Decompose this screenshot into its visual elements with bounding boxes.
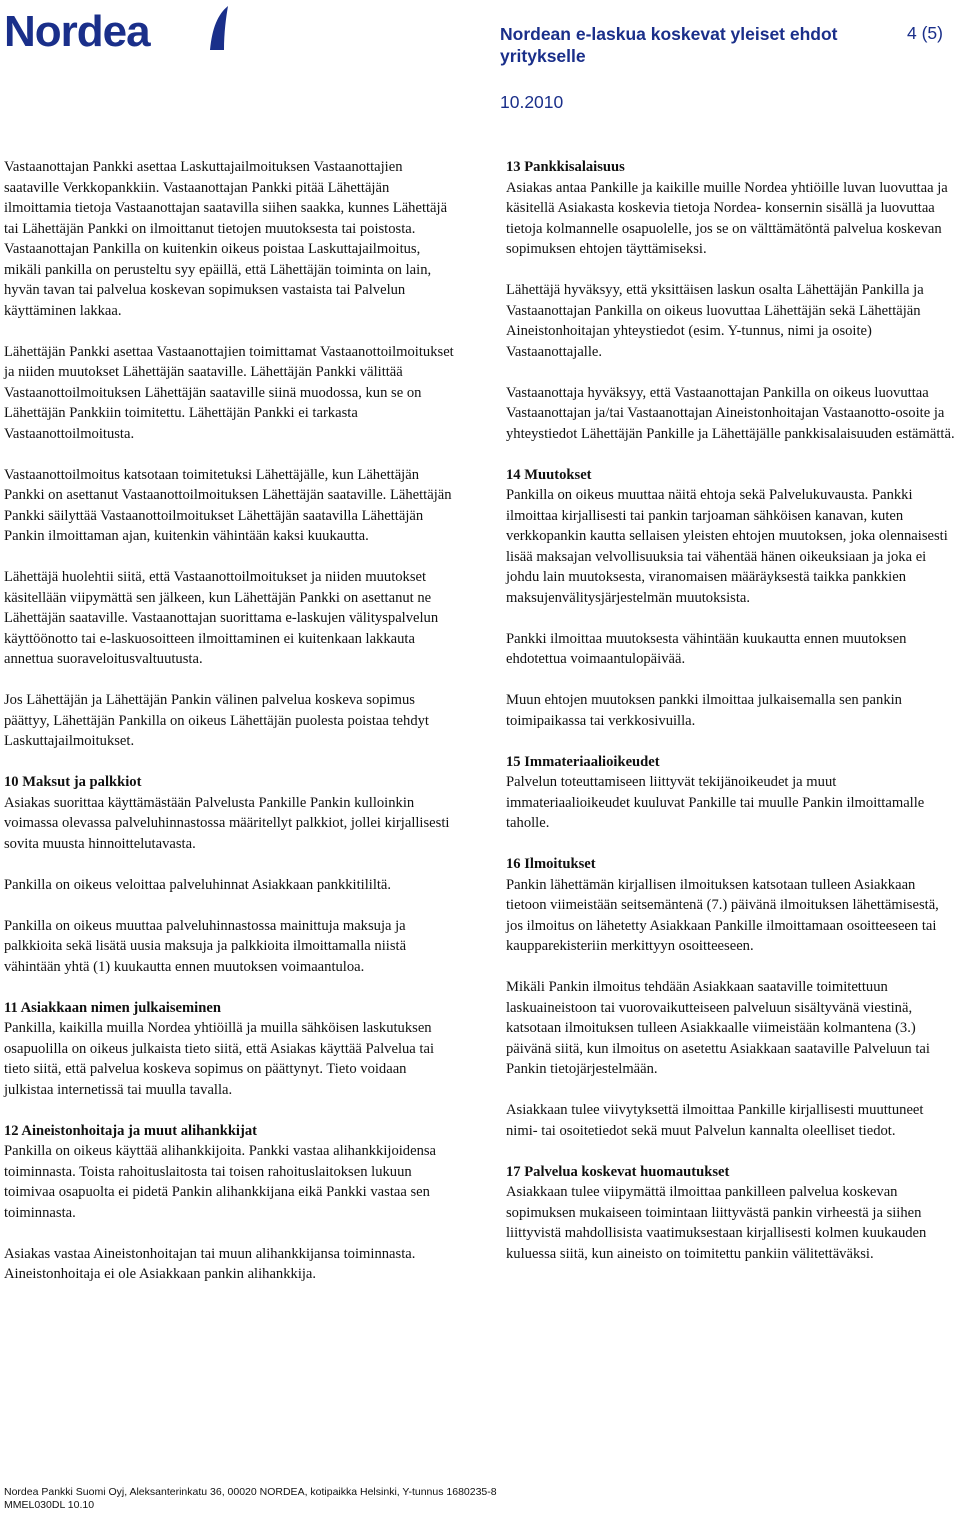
paragraph: Pankilla on oikeus muuttaa näitä ehtoja sekä Palvelukuvausta. Pankki ilmoittaa kirjallisesti tai pankin tarjoaman sähköisen kanavan, kuten verkkopankin kautta sellaisen yleisten ehtojen muutoksen, joka olennaisesti lisää maksajan velvollisuuksia tai vähentää hänen oikeuksiaan ja joka ei johdu lain muutoksesta, viranomaisen määräyksestä taikka pankkien maksujenvälitysjärjestelmän muutoksista.	[506, 487, 948, 606]
document-date: 10.2010	[500, 92, 564, 112]
page-footer	[4, 1486, 944, 1512]
section-heading: 11 Asiakkaan nimen julkaiseminen	[4, 999, 221, 1016]
paragraph: Lähettäjä huolehtii siitä, että Vastaanottoilmoitukset ja niiden muutokset käsitellään viipymättä sen jälkeen, kun Lähettäjän Pankki on asettanut ne Lähettäjän saataville. Vastaanottajan suorittama e-laskujen välityspalvelun käyttöönotto tai e-laskuosoitteen ilmoittaminen ei kuitenkaan lakkauta annettua suoraveloitusvaltuutusta.	[4, 569, 439, 667]
paragraph: Pankilla on oikeus käyttää alihankkijoita. Pankki vastaa alihankkijoidensa toiminnasta. Toista rahoituslaitosta tai toisen rahoituslaitoksen lukuun toimivaa osapuolta ei pidetä Pankin alihankkijana eikä Pankki vastaa sen toiminnasta.	[4, 1143, 437, 1221]
section-heading: 12 Aineistonhoitaja ja muut alihankkijat	[4, 1122, 258, 1139]
section-heading: 14 Muutokset	[506, 466, 592, 483]
footer-company-info: Nordea Pankki Suomi Oyj, Aleksanterinkatu 36, 00020 NORDEA, kotipaikka Helsinki, Y-tunnus 1680235-8	[4, 1486, 497, 1498]
paragraph: Asiakkaan tulee viivytyksettä ilmoittaa Pankille kirjallisesti muuttuneet nimi- tai osoitetiedot sekä muut Palvelun kannalta oleelliset tiedot.	[506, 1102, 924, 1139]
section-11	[4, 998, 459, 1101]
paragraph: Palvelun toteuttamiseen liittyvät tekijänoikeudet ja muut immateriaalioikeudet kuuluvat Pankille tai muulle Pankin ilmoittamalle taholle.	[506, 774, 925, 831]
paragraph: Jos Lähettäjän ja Lähettäjän Pankin välinen palvelua koskeva sopimus päättyy, Lähettäjän Pankilla on oikeus Lähettäjän puolesta poistaa tehdyt Laskuttajailmoitukset.	[4, 692, 429, 749]
footer-form-code: MMEL030DL 10.10	[4, 1499, 95, 1511]
right-column	[506, 157, 958, 1285]
document-title: Nordean e-laskua koskevat yleiset ehdot yritykselle	[500, 24, 838, 66]
paragraph: Asiakkaan tulee viipymättä ilmoittaa pankilleen palvelua koskevan sopimuksen mukaiseen toimintaan liittyvästä pankin virheestä ja siihen liittyvistä mahdollisista vaatimuksestaan kirjallisesti kolmen kuukauden kuluessa siitä, kun aineisto on toimitettu pankiin välitettäväksi.	[506, 1184, 927, 1262]
paragraph: Pankilla on oikeus muuttaa palveluhinnastossa mainittuja maksuja ja palkkioita sekä lisätä uusia maksuja ja palkkioita ilmoittamalla niistä vähintään yhtä (1) kuukautta ennen muutoksen voimaantuloa.	[4, 917, 407, 975]
section-heading: 16 Ilmoitukset	[506, 856, 596, 872]
paragraph: Pankilla on oikeus veloittaa palveluhinnat Asiakkaan pankkitililtä.	[4, 876, 392, 893]
section-13	[506, 157, 958, 444]
paragraph: Mikäli Pankin ilmoitus tehdään Asiakkaan saataville toimitettuun laskuaineistoon tai vuorovaikutteiseen palveluun sisältyvänä viestinä, katsotaan ilmoituksen tulleen Asiakkaalle viimeistään kolmantena (3.) päivänä siitä, kun ilmoitus on asetettu Asiakkaan saataville Palveluun tai Pankin tietojärjestelmään.	[506, 979, 930, 1077]
paragraph: Lähettäjä hyväksyy, että yksittäisen laskun osalta Lähettäjän Pankilla ja Vastaanottajan Pankilla on oikeus luovuttaa Lähettäjän sekä Lähettäjän Aineistonhoitajan yhteystiedot (esim. Y-tunnus, nimi ja osoite) Vastaanottajalle.	[506, 282, 924, 360]
left-column	[4, 157, 459, 1305]
section-14	[506, 465, 958, 732]
paragraph: Vastaanottaja hyväksyy, että Vastaanottajan Pankilla on oikeus luovuttaa Vastaanottajan ja/tai Vastaanottajan Aineistonhoitajan Vastaanotto-osoite ja yhteystiedot Lähettäjän Pankille ja Lähettäjälle pankkisalaisuuden estämättä.	[506, 384, 955, 442]
section-15	[506, 752, 958, 834]
nordea-logo	[4, 4, 244, 58]
sail-icon	[188, 4, 246, 56]
section-heading: 15 Immateriaalioikeudet	[506, 753, 660, 770]
logo-wordmark: Nordea	[4, 7, 150, 56]
section-heading: 10 Maksut ja palkkiot	[4, 774, 142, 790]
paragraph: Asiakas antaa Pankille ja kaikille muille Nordea yhtiöille luvan luovuttaa ja käsitellä Asiakasta koskevia tietoja Nordea- konsernin sisällä ja luovuttaa tietoja kolmannelle osapuolelle, jos se on välttämätöntä palvelua koskevan sopimuksen ehtojen täyttämiseksi.	[506, 179, 948, 257]
section-16	[506, 854, 958, 1141]
page-number: 4 (5)	[907, 23, 943, 43]
paragraph: Pankin lähettämän kirjallisen ilmoituksen katsotaan tulleen Asiakkaan tietoon viimeistään seitsemäntenä (7.) päivänä ilmoituksen lähettämisestä, jos ilmoitus on lähetetty Asiakkaan Pankille ilmoittamaan osoitteeseen tai kaupparekisteriin merkittyyn osoitteeseen.	[506, 876, 939, 954]
paragraph: Vastaanottajan Pankki asettaa Laskuttajailmoituksen Vastaanottajien saataville Verkkopankkiin. Vastaanottajan Pankki pitää Lähettäjän ilmoittamia tietoja Vastaanottajan saatavilla siihen saakka, kunnes Lähettäjä tai Lähettäjän Pankki on ilmoittanut tietojen muutoksesta tai poistosta. Vastaanottajan Pankilla on kuitenkin oikeus poistaa Laskuttajailmoitus, mikäli pankilla on perusteltu syy epäillä, että Lähettäjän toiminta on lain, hyvän tavan tai palvelua koskevan sopimuksen vastaista tai Palvelun käyttäminen lakkaa.	[4, 159, 448, 319]
section-heading: 13 Pankkisalaisuus	[506, 159, 625, 175]
section-17	[506, 1162, 958, 1265]
paragraph: Vastaanottoilmoitus katsotaan toimitetuksi Lähettäjälle, kun Lähettäjän Pankki on asettanut Vastaanottoilmoituksen Lähettäjän saataville. Lähettäjän Pankki säilyttää Vastaanottoilmoitukset Lähettäjän saatavilla Lähettäjän Pankin ilmoittaman ajan, kuitenkin vähintään kaksi kuukautta.	[4, 466, 452, 544]
paragraph: Asiakas suorittaa käyttämästään Palvelusta Pankille Pankin kulloinkin voimassa olevassa palveluhinnastossa määritellyt palkkiot, jollei kirjallisesti sovita muusta hinnoittelutavasta.	[4, 794, 450, 852]
section-12	[4, 1121, 459, 1285]
paragraph: Muun ehtojen muutoksen pankki ilmoittaa julkaisemalla sen pankin toimipaikassa tai verkkosivuilla.	[506, 692, 902, 729]
paragraph: Lähettäjän Pankki asettaa Vastaanottajien toimittamat Vastaanottoilmoitukset ja niiden muutokset Lähettäjän saataville. Lähettäjän Pankki välittää Vastaanottoilmoituksen Lähettäjän saataville siinä muodossa, kun se on Lähettäjän Pankkiin toimitettu. Lähettäjän Pankki ei tarkasta Vastaanottoilmoitusta.	[4, 343, 454, 442]
section-10	[4, 772, 459, 977]
section-heading: 17 Palvelua koskevat huomautukset	[506, 1163, 730, 1180]
paragraph: Pankki ilmoittaa muutoksesta vähintään kuukautta ennen muutoksen ehdotettua voimaantulopäivää.	[506, 630, 907, 667]
paragraph: Asiakas vastaa Aineistonhoitajan tai muun alihankkijansa toiminnasta. Aineistonhoitaja ei ole Asiakkaan pankin alihankkija.	[4, 1245, 416, 1282]
paragraph: Pankilla, kaikilla muilla Nordea yhtiöillä ja muilla sähköisen laskutuksen osapuolilla on oikeus julkaista tieto siitä, että Asiakas käyttää Palvelua tai tieto siitä, että palvelua koskeva sopimus on päättynyt. Tieto voidaan julkistaa internetissä tai muulla tavalla.	[4, 1020, 435, 1098]
